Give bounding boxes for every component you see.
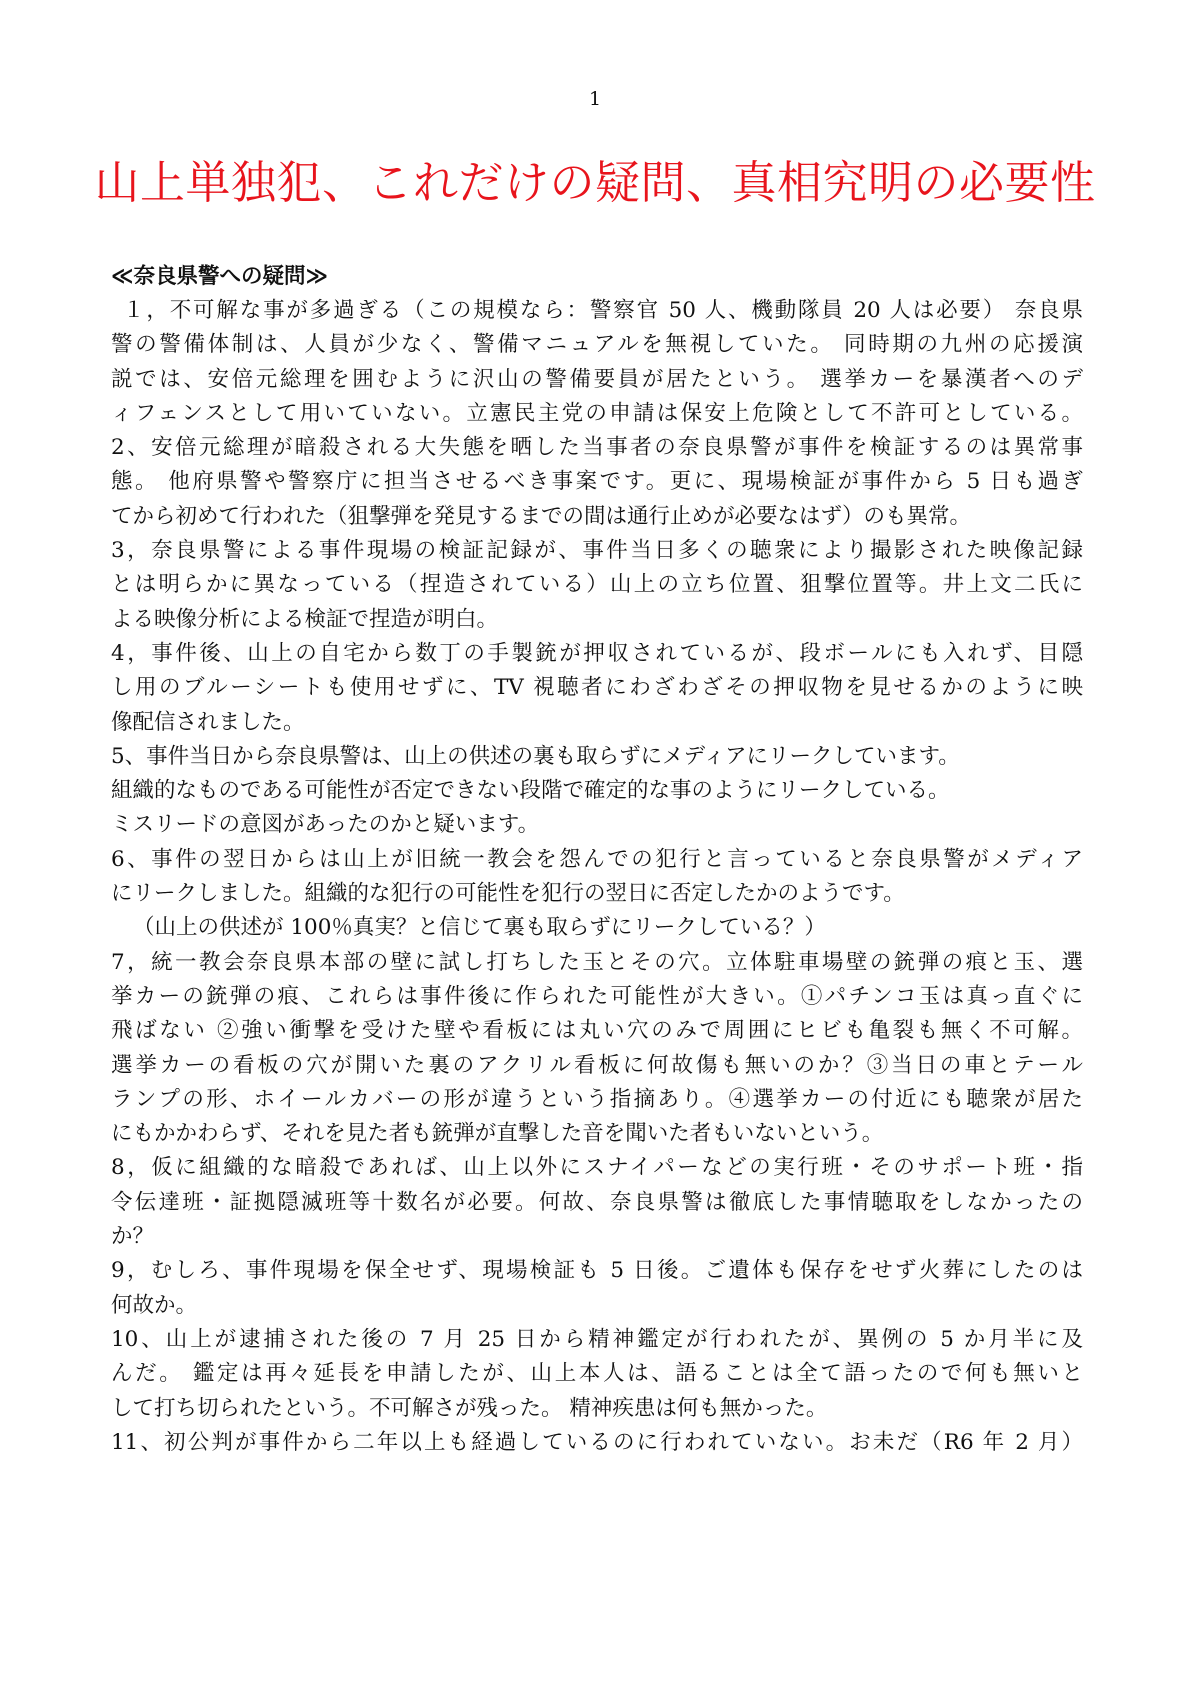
text-line: よる映像分析による検証で捏造が明白。 xyxy=(111,606,499,632)
text-line: 何故か。 xyxy=(111,1292,198,1318)
text-line: （山上の供述が 100％真実？と信じて裏も取らずにリークしている？） xyxy=(133,915,826,941)
text-line: 飛ばない ②強い衝撃を受けた壁や看板には丸い穴のみで周囲にヒビも亀裂も無く不可解。 xyxy=(111,1018,1083,1044)
text-line: して打ち切られたという。不可解さが残った。 精神疾患は何も無かった。 xyxy=(111,1395,828,1421)
section-heading: ≪奈良県警への疑問≫ xyxy=(111,264,329,289)
text-line: 組織的なものである可能性が否定できない段階で確定的な事のようにリークしている。 xyxy=(111,778,950,804)
text-line: 警の警備体制は、人員が少なく、警備マニュアルを無視していた。 同時期の九州の応援演 xyxy=(111,332,1083,358)
text-line: か？ xyxy=(111,1224,155,1250)
text-line: 令伝達班・証拠隠滅班等十数名が必要。何故、奈良県警は徹底した事情聴取をしなかったの xyxy=(111,1189,1083,1215)
text-line: し用のブルーシートも使用せずに、TV 視聴者にわざわざその押収物を見せるかのように映 xyxy=(111,675,1083,701)
text-line: 5、事件当日から奈良県警は、山上の供述の裏も取らずにメディアにリークしています。 xyxy=(111,743,960,769)
text-line: 選挙カーの看板の穴が開いた裏のアクリル看板に何故傷も無いのか？③当日の車とテール xyxy=(111,1052,1083,1078)
text-line: 説では、安倍元総理を囲むように沢山の警備要員が居たという。 選挙カーを暴漢者へのデ xyxy=(111,366,1083,392)
document-title: 山上単独犯、これだけの疑問、真相究明の必要性 xyxy=(94,156,1096,209)
text-line: てから初めて行われた（狙撃弾を発見するまでの間は通行止めが必要なはず）のも異常。 xyxy=(111,503,972,529)
text-line: 9，むしろ、事件現場を保全せず、現場検証も 5 日後。ご遺体も保存をせず火葬にしたのは xyxy=(111,1258,1083,1284)
text-line: にリークしました。組織的な犯行の可能性を犯行の翌日に否定したかのようです。 xyxy=(111,881,905,907)
text-line: とは明らかに異なっている（捏造されている）山上の立ち位置、狙撃位置等。井上文二氏に xyxy=(111,572,1083,598)
text-line: 10、山上が逮捕された後の 7 月 25 日から精神鑑定が行われたが、異例の 5 か月半に及 xyxy=(111,1326,1083,1352)
text-line: 7，統一教会奈良県本部の壁に試し打ちした玉とその穴。立体駐車場壁の銃弾の痕と玉、選 xyxy=(111,949,1083,975)
text-line: ミスリードの意図があったのかと疑います。 xyxy=(111,812,540,838)
text-line: 挙カーの銃弾の痕、これらは事件後に作られた可能性が大きい。①パチンコ玉は真っ直ぐに xyxy=(111,983,1083,1009)
text-line: 態。 他府県警や警察庁に担当させるべき事案です。更に、現場検証が事件から 5 日も過ぎ xyxy=(111,469,1083,495)
text-line: んだ。 鑑定は再々延長を申請したが、山上本人は、語ることは全て語ったので何も無いと xyxy=(111,1361,1083,1387)
text-line: 像配信されました。 xyxy=(111,709,305,735)
text-line: ィフェンスとして用いていない。立憲民主党の申請は保安上危険として不許可としている。 xyxy=(111,400,1083,426)
page-number: 1 xyxy=(588,88,602,110)
text-line: 2、安倍元総理が暗殺される大失態を晒した当事者の奈良県警が事件を検証するのは異常事 xyxy=(111,435,1083,461)
text-line: 11、初公判が事件から二年以上も経過しているのに行われていない。お未だ（R6 年 2 月） xyxy=(111,1429,1083,1455)
text-line: 4，事件後、山上の自宅から数丁の手製銃が押収されているが、段ボールにも入れず、目隠 xyxy=(111,640,1083,666)
text-line: 3，奈良県警による事件現場の検証記録が、事件当日多くの聴衆により撮影された映像記録 xyxy=(111,538,1083,564)
text-line: １，不可解な事が多過ぎる（この規模なら：警察官 50 人、機動隊員 20 人は必要） 奈良県 xyxy=(123,298,1083,323)
text-line: 8，仮に組織的な暗殺であれば、山上以外にスナイパーなどの実行班・そのサポート班・指 xyxy=(111,1155,1083,1181)
text-line: ランプの形、ホイールカバーの形が違うという指摘あり。④選挙カーの付近にも聴衆が居た xyxy=(111,1086,1083,1112)
text-line: 6、事件の翌日からは山上が旧統一教会を怨んでの犯行と言っていると奈良県警がメディア xyxy=(111,846,1083,872)
text-line: にもかかわらず、それを見た者も銃弾が直撃した音を聞いた者もいないという。 xyxy=(111,1121,884,1147)
document-body xyxy=(111,260,1083,1460)
